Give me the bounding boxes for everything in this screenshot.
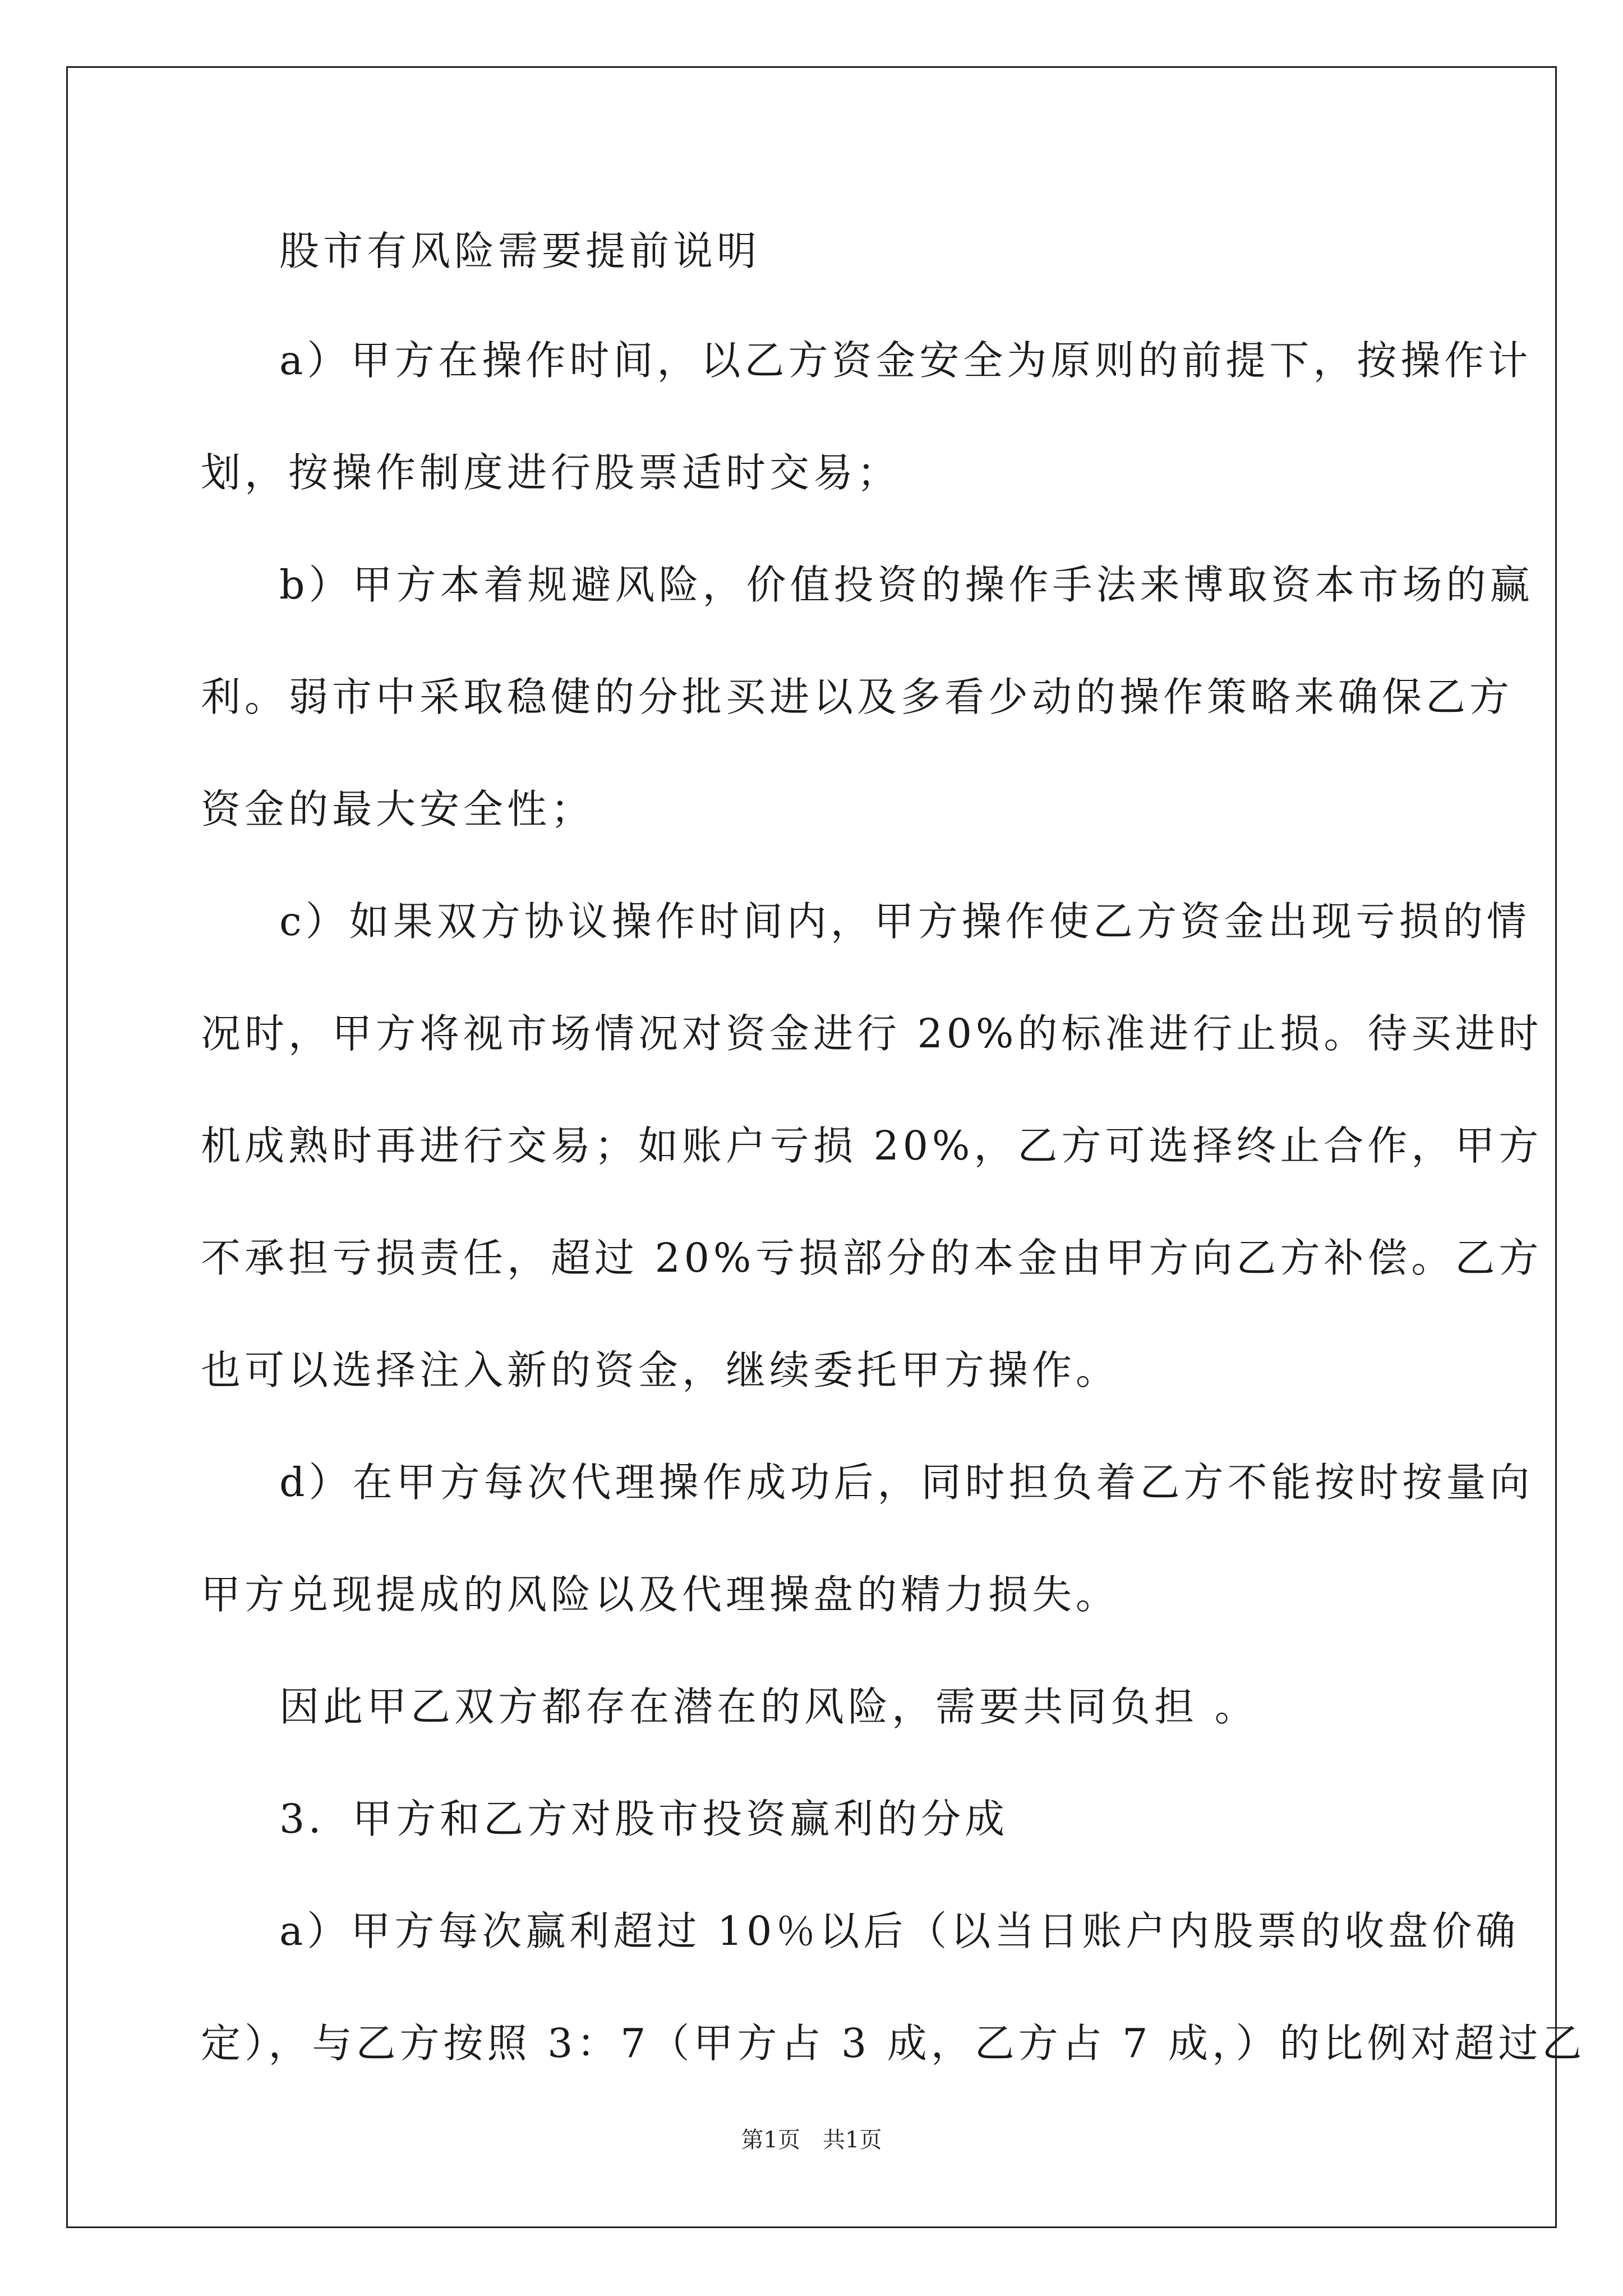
paragraph-c-line-4: 不承担亏损责任，超过 20%亏损部分的本金由甲方向乙方补偿。乙方 [201,1235,1543,1281]
page-footer: 第1页 共1页 [741,2127,882,2153]
paragraph-a-line-1: a）甲方在操作时间，以乙方资金安全为原则的前提下，按操作计 [279,337,1532,384]
paragraph-b-line-2: 利。弱市中采取稳健的分批买进以及多看少动的操作策略来确保乙方 [201,674,1514,720]
section-3-a-line-2: 定），与乙方按照 3：7（甲方占 3 成，乙方占 7 成，）的比例对超过乙 [201,2020,1586,2067]
paragraph-c-line-2: 况时，甲方将视市场情况对资金进行 20%的标准进行止损。待买进时 [201,1010,1543,1057]
section-3-a-line-1: a）甲方每次赢利超过 10％以后（以当日账户内股票的收盘价确 [279,1908,1520,1954]
paragraph-conclusion: 因此甲乙双方都存在潜在的风险，需要共同负担 。 [279,1683,1258,1730]
paragraph-b-line-1: b）甲方本着规避风险，价值投资的操作手法来博取资本市场的赢 [279,562,1534,608]
paragraph-a-line-2: 划，按操作制度进行股票适时交易； [201,449,901,496]
paragraph-d-line-1: d）在甲方每次代理操作成功后，同时担负着乙方不能按时按量向 [279,1459,1534,1506]
paragraph-c-line-3: 机成熟时再进行交易；如账户亏损 20%，乙方可选择终止合作，甲方 [201,1122,1543,1169]
paragraph-d-line-2: 甲方兑现提成的风险以及代理操盘的精力损失。 [201,1571,1120,1618]
paragraph-c-line-1: c）如果双方协议操作时间内，甲方操作使乙方资金出现亏损的情 [279,898,1530,945]
paragraph-c-line-5: 也可以选择注入新的资金，继续委托甲方操作。 [201,1347,1120,1393]
paragraph-heading-risk: 股市有风险需要提前说明 [279,228,761,274]
section-3-heading: 3．甲方和乙方对股市投资赢利的分成 [279,1796,1009,1842]
paragraph-b-line-3: 资金的最大安全性； [201,786,595,832]
